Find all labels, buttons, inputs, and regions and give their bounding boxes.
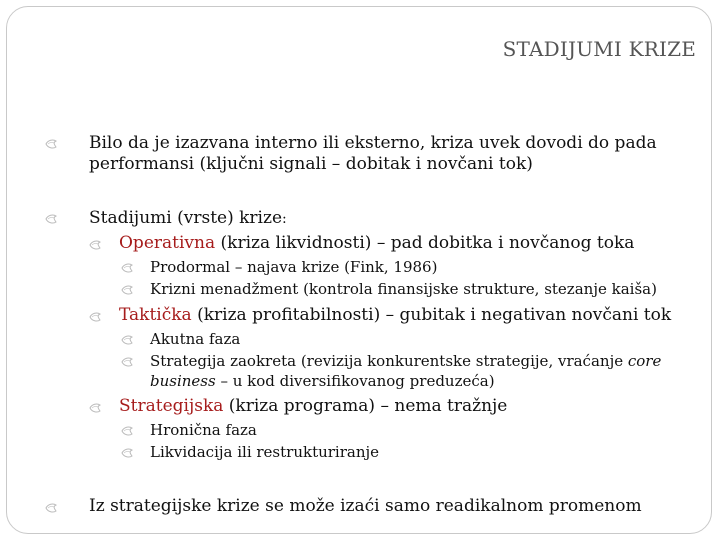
takticka-sub-2-text: Strategija zaokreta (revizija konkurentske strategije, vraćanje	[150, 352, 628, 370]
strategijska-sub-2: Likvidacija ili restrukturiranje	[150, 443, 380, 461]
slide-title: STADIJUMI KRIZE	[502, 37, 696, 61]
operativna-sub-2: Krizni menadžment (kontrola finansijske strukture, stezanje kaiša)	[150, 280, 657, 298]
ornament-bullet-icon	[120, 446, 134, 460]
paragraph-1-line-1: Bilo da je izazvana interno ili eksterno, kriza uvek dovodi do pada	[89, 133, 657, 153]
ornament-bullet-icon	[88, 238, 102, 252]
operativna-sub-1: Prodormal – najava krize (Fink, 1986)	[150, 258, 438, 276]
ornament-bullet-icon	[88, 310, 102, 324]
stage-operativna	[119, 233, 634, 253]
takticka-sub-2-text-2: – u kod diversifikovanog preduzeća)	[215, 372, 495, 390]
ornament-bullet-icon	[44, 212, 58, 226]
ornament-bullet-icon	[120, 355, 134, 369]
paragraph-3: Iz strategijske krize se može izaći samo readikalnom promenom	[89, 496, 642, 516]
ornament-bullet-icon	[44, 501, 58, 515]
ornament-bullet-icon	[120, 424, 134, 438]
stage-takticka	[119, 305, 671, 325]
takticka-sub-2-italic: core	[627, 352, 662, 370]
ornament-bullet-icon	[120, 261, 134, 275]
takticka-sub-2-line-1	[150, 352, 661, 370]
stage-strategijska-description: (kriza programa) – nema tražnje	[223, 396, 508, 416]
ornament-bullet-icon	[120, 333, 134, 347]
ornament-bullet-icon	[120, 283, 134, 297]
ornament-bullet-icon	[44, 137, 58, 151]
paragraph-1-line-2: performansi (ključni signali – dobitak i novčani tok)	[89, 154, 533, 174]
stage-operativna-description: (kriza likvidnosti) – pad dobitka i novčanog toka	[215, 233, 635, 253]
takticka-sub-2-line-2	[150, 372, 495, 390]
stage-takticka-description: (kriza profitabilnosti) – gubitak i negativan novčani tok	[191, 305, 672, 325]
stage-strategijska-keyword: Strategijska	[119, 396, 224, 416]
stages-heading-colon: :	[282, 211, 287, 227]
takticka-sub-2-italic-2: business	[150, 372, 216, 390]
stage-operativna-keyword: Operativna	[119, 233, 216, 253]
ornament-bullet-icon	[88, 401, 102, 415]
takticka-sub-1: Akutna faza	[150, 330, 241, 348]
stages-heading	[89, 208, 287, 228]
strategijska-sub-1: Hronična faza	[150, 421, 257, 439]
stage-takticka-keyword: Taktička	[119, 305, 192, 325]
stages-heading-label: Stadijumi (vrste) krize	[89, 208, 283, 228]
stage-strategijska	[119, 396, 507, 416]
